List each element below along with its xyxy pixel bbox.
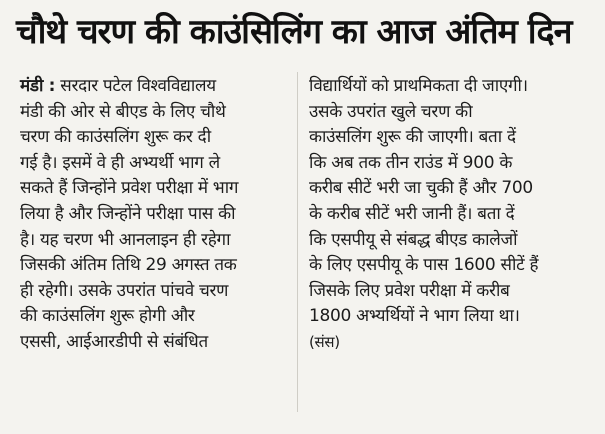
right-column <box>309 74 593 356</box>
left-column <box>20 74 282 356</box>
body-line: चरण की काउंसलिंग शुरू कर दी <box>20 127 211 148</box>
body-line: के लिए एसपीयू के पास 1600 सीटें हैं <box>309 255 539 276</box>
body-line: कि एसपीयू से संबद्ध बीएड कालेजों <box>309 229 518 250</box>
body-line: कि अब तक तीन राउंड में 900 के <box>309 152 513 173</box>
headline: चौथे चरण की काउंसिलिंग का आज अंतिम दिन <box>16 12 572 52</box>
body-line: काउंसलिंग शुरू की जाएगी। बता दें <box>309 127 516 148</box>
body-line: गई है। इसमें वे ही अभ्यर्थी भाग ले <box>20 152 220 173</box>
body-line: के करीब सीटें भरी जानी हैं। बता दें <box>309 203 515 224</box>
body-line: है। यह चरण भी आनलाइन ही रहेगा <box>20 229 231 250</box>
body-line: विद्यार्थियों को प्राथमिकता दी जाएगी। <box>309 76 528 96</box>
news-agency-credit: (संस) <box>309 332 340 351</box>
column-divider <box>297 72 298 412</box>
body-line: की काउंसलिंग शुरू होगी और <box>20 306 195 327</box>
body-line: जिसके लिए प्रवेश परीक्षा में करीब <box>309 280 510 301</box>
body-line: उसके उपरांत खुले चरण की <box>309 101 473 122</box>
dateline: मंडी : <box>20 76 56 96</box>
body-line: करीब सीटें भरी जा चुकी हैं और 700 <box>309 178 533 199</box>
body-line: सकते हैं जिन्होंने प्रवेश परीक्षा में भाग <box>20 178 239 199</box>
body-line-text: सरदार पटेल विश्वविद्यालय <box>60 76 216 96</box>
body-line: जिसकी अंतिम तिथि 29 अगस्त तक <box>20 255 237 276</box>
body-line <box>20 74 282 100</box>
body-line: 1800 अभ्यर्थियों ने भाग लिया था। <box>309 306 520 327</box>
body-line: मंडी की ओर से बीएड के लिए चौथे <box>20 101 226 122</box>
article-body <box>16 66 593 426</box>
body-line: ही रहेगी। उसके उपरांत पांचवे चरण <box>20 280 229 301</box>
body-line: एससी, आईआरडीपी से संबंधित <box>20 331 208 352</box>
body-line: लिया है और जिन्होंने परीक्षा पास की <box>20 203 236 224</box>
